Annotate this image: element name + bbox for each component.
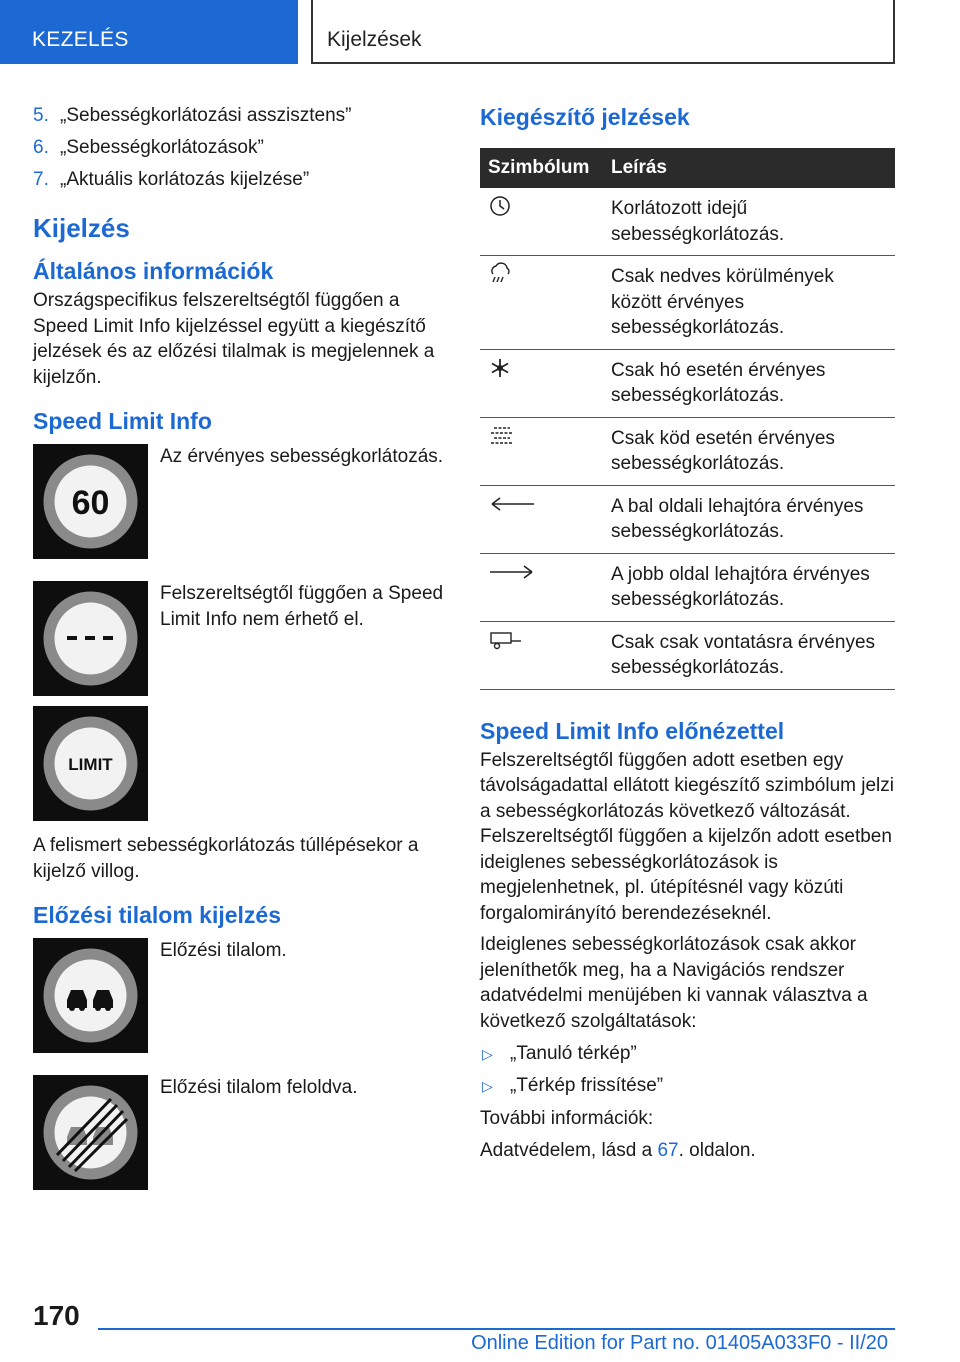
table-row: [480, 349, 895, 417]
left-column: [33, 100, 445, 1190]
exceed-text: A felismert sebességkorlátozás túllépésekor a kijelző villog.: [33, 835, 419, 882]
bullet-text: „Térkép frissítése”: [510, 1075, 664, 1096]
table-row: [480, 256, 895, 350]
list-text: „Aktuális korlátozás kijelzése”: [60, 169, 310, 190]
table-header-row: [480, 148, 895, 188]
overtaking-lifted-text: Előzési tilalom feloldva.: [160, 1077, 358, 1098]
sign-limit-label: LIMIT: [68, 755, 113, 774]
sign-row-limit: [33, 706, 445, 821]
kijelzes-heading: Kijelzés: [33, 213, 130, 243]
row-desc: A bal oldali lehajtóra érvényes sebességkorlátozás.: [603, 485, 895, 553]
preview-para-2: Ideiglenes sebességkorlátozások csak akkor jeleníthetők meg, ha a Navigációs rendszer adatvédelmi menüjében ki vannak választva a következő szolgáltatások:: [480, 934, 868, 1032]
table-row: [480, 621, 895, 689]
list-text: „Sebességkorlátozások”: [60, 137, 264, 158]
right-column: [480, 100, 895, 1163]
section-header: [311, 0, 895, 64]
rain-icon: [480, 256, 603, 350]
footer-divider: [98, 1328, 895, 1330]
row-desc: Csak csak vontatásra érvényes sebességkorlátozás.: [603, 621, 895, 689]
speed-60-sign-icon: [33, 444, 148, 559]
sign-row-60: [33, 444, 445, 559]
list-number: 5.: [33, 105, 49, 126]
list-item: [33, 164, 445, 196]
general-info-heading: Általános információk: [33, 258, 274, 284]
section-title: Kijelzések: [327, 28, 422, 51]
row-desc: A jobb oldal lehajtóra érvényes sebességkorlátozás.: [603, 553, 895, 621]
table-row: [480, 553, 895, 621]
list-item: [480, 1070, 895, 1102]
snowflake-icon: [480, 349, 603, 417]
more-info-text: További információk:: [480, 1108, 654, 1129]
list-number: 6.: [33, 137, 49, 158]
arrow-left-icon: [480, 485, 603, 553]
privacy-prefix: Adatvédelem, lásd a: [480, 1139, 658, 1161]
row-desc: Korlátozott idejű sebességkorlátozás.: [603, 188, 895, 256]
overtaking-heading: Előzési tilalom kijelzés: [33, 902, 281, 928]
row-desc: Csak nedves körülmények között érvényes sebességkorlátozás.: [603, 256, 895, 350]
fog-icon: [480, 417, 603, 485]
table-row: [480, 485, 895, 553]
sign-row-overtaking-lifted: [33, 1075, 445, 1190]
sign-row-overtaking: [33, 938, 445, 1053]
sign-row-dash: [33, 581, 445, 696]
privacy-page-link[interactable]: 67: [657, 1139, 679, 1161]
sign-dash-text: Felszereltségtől függően a Speed Limit Info nem érhető el.: [160, 583, 444, 630]
col-description: Leírás: [603, 148, 895, 188]
list-item: [33, 100, 445, 132]
preview-heading: Speed Limit Info előnézettel: [480, 717, 785, 744]
supplementary-table: [480, 148, 895, 690]
speed-limit-info-heading: Speed Limit Info: [33, 408, 212, 434]
limit-sign-icon: [33, 706, 148, 821]
list-text: „Sebességkorlátozási asszisztens”: [60, 105, 352, 126]
row-desc: Csak köd esetén érvényes sebességkorlátozás.: [603, 417, 895, 485]
preview-para-1: Felszereltségtől függően adott esetben egy távolságadattal ellátott kiegészítő szimbólum jelzi a sebességkorlátozás következő változását. Felszereltségtől függően a kijelzőn adott esetben ideiglenes sebességkorlátozások is megjelenhetnek, pl. útépítésnél vagy közúti forgalomirányító berendezéseknél.: [480, 749, 894, 924]
general-info-text: Országspecifikus felszereltségtől függően a Speed Limit Info kijelzéssel együtt a kiegészítő jelzések és az előzési tilalmak is megjelennek a kijelzőn.: [33, 290, 435, 388]
list-item: [480, 1038, 895, 1070]
chapter-label: KEZELÉS: [32, 28, 129, 51]
list-item: [33, 132, 445, 164]
overtaking-lifted-sign-icon: [33, 1075, 148, 1190]
chapter-tab: [0, 0, 298, 64]
bullet-text: „Tanuló térkép”: [510, 1043, 637, 1064]
numbered-list: [33, 100, 445, 196]
overtaking-ban-text: Előzési tilalom.: [160, 940, 287, 961]
trailer-icon: [480, 621, 603, 689]
col-symbol: Szimbólum: [480, 148, 603, 188]
triangle-bullet-icon: ▷: [482, 1046, 493, 1062]
no-overtaking-sign-icon: [33, 938, 148, 1053]
sign-60-text: Az érvényes sebességkorlátozás.: [160, 446, 444, 467]
page-number: 170: [33, 1300, 80, 1331]
speed-unavailable-sign-icon: [33, 581, 148, 696]
sign-60-number: 60: [71, 484, 110, 522]
list-number: 7.: [33, 169, 49, 190]
table-row: [480, 417, 895, 485]
arrow-right-icon: [480, 553, 603, 621]
privacy-ref: [480, 1138, 895, 1164]
table-row: [480, 188, 895, 256]
supplementary-heading: Kiegészítő jelzések: [480, 104, 690, 130]
clock-icon: [480, 188, 603, 256]
triangle-bullet-icon: ▷: [482, 1078, 493, 1094]
edition-text: Online Edition for Part no. 01405A033F0 - II/20: [471, 1332, 888, 1354]
privacy-suffix: . oldalon.: [678, 1139, 756, 1161]
row-desc: Csak hó esetén érvényes sebességkorlátozás.: [603, 349, 895, 417]
